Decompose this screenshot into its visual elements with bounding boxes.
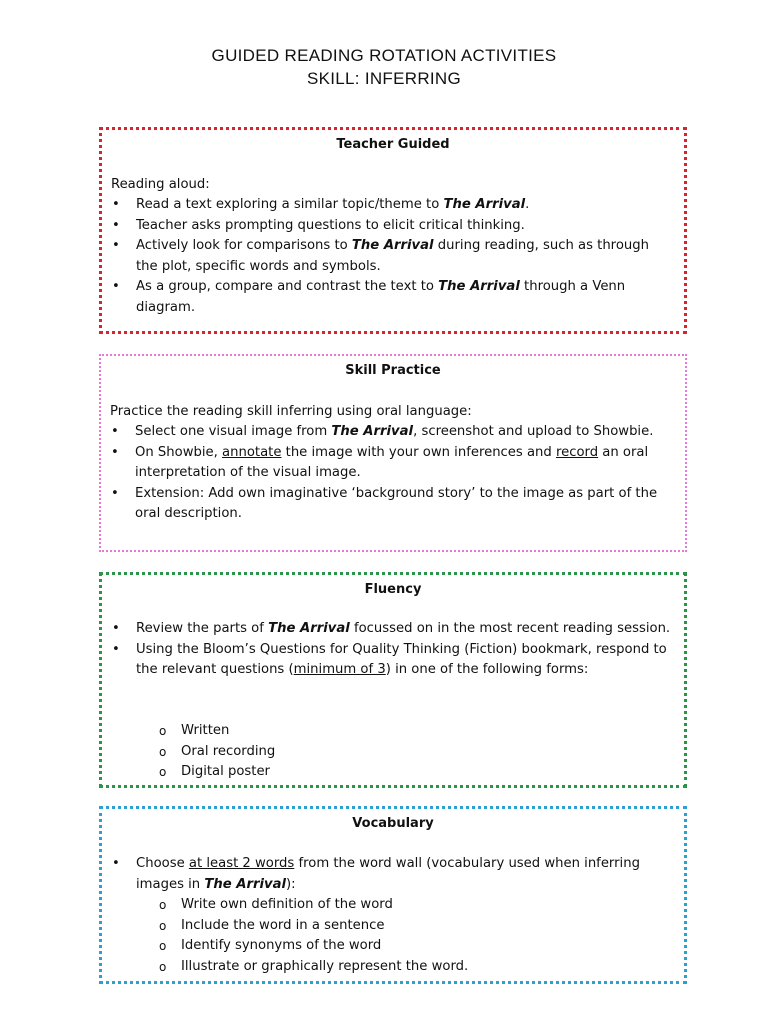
fluency-list	[111, 619, 674, 681]
sub-list-item: o Illustrate or graphically represent the word.	[111, 957, 674, 978]
page-subtitle: SKILL: INFERRING	[306, 69, 462, 88]
list-item: • Select one visual image from The Arrival, screenshot and upload to Showbie.	[110, 422, 675, 443]
sub-list-item: o Identify synonyms of the word	[111, 936, 674, 957]
circle-bullet-icon: o	[159, 959, 167, 974]
circle-bullet-icon: o	[159, 765, 167, 779]
circle-bullet-icon: o	[159, 744, 167, 759]
circle-bullet-icon: o	[159, 939, 167, 953]
vocabulary-list	[111, 854, 674, 895]
list-item: • Choose at least 2 words from the word wall (vocabulary used when inferring images in The Arrival):	[112, 856, 640, 892]
fluency-box	[99, 572, 687, 788]
vocabulary-sublist	[111, 895, 674, 977]
skill-practice-intro: Practice the reading skill inferring using oral language:	[110, 404, 472, 419]
vocabulary-box	[99, 806, 687, 984]
list-item: • Review the parts of The Arrival focussed on in the most recent reading session.	[111, 619, 674, 640]
sub-list-item: o Include the word in a sentence	[111, 916, 674, 937]
list-item: • Teacher asks prompting questions to elicit critical thinking.	[111, 216, 674, 237]
bullet-icon: •	[111, 485, 119, 501]
bullet-icon: •	[112, 197, 120, 212]
list-item: • Using the Bloom’s Questions for Quality Thinking (Fiction) bookmark, respond to the relevant questions (minimum of 3) in one of the following forms:	[112, 641, 667, 677]
bullet-icon: •	[111, 444, 119, 460]
teacher-guided-heading: Teacher Guided	[336, 137, 450, 152]
teacher-guided-intro: Reading aloud:	[111, 177, 210, 192]
bullet-icon: •	[112, 217, 120, 233]
fluency-heading: Fluency	[364, 582, 422, 597]
bullet-icon: •	[112, 238, 120, 253]
fluency-sublist	[111, 721, 674, 783]
circle-bullet-icon: o	[159, 898, 167, 912]
teacher-guided-list	[111, 195, 674, 318]
list-item: • On Showbie, annotate the image with your own inferences and record an oral interpretation of the visual image.	[111, 444, 649, 480]
sub-list-item: o Written	[111, 721, 674, 742]
circle-bullet-icon: o	[159, 724, 167, 738]
sub-list-item: o Digital poster	[111, 762, 674, 783]
bullet-icon: •	[112, 856, 120, 871]
page-title: GUIDED READING ROTATION ACTIVITIES	[211, 46, 557, 65]
vocabulary-heading: Vocabulary	[352, 816, 434, 831]
teacher-guided-box	[99, 127, 687, 334]
sub-list-item: o Oral recording	[111, 742, 674, 763]
circle-bullet-icon: o	[159, 918, 167, 933]
bullet-icon: •	[112, 279, 120, 294]
list-item: • Actively look for comparisons to The Arrival during reading, such as through the plot, specific words and symbols.	[112, 238, 649, 274]
bullet-icon: •	[112, 621, 120, 636]
skill-practice-box	[99, 354, 687, 552]
bullet-icon: •	[112, 641, 120, 657]
list-item: • Extension: Add own imaginative ‘background story’ to the image as part of the oral description.	[111, 485, 658, 521]
bullet-icon: •	[111, 424, 119, 439]
skill-practice-heading: Skill Practice	[345, 363, 441, 378]
list-item: • Read a text exploring a similar topic/theme to The Arrival.	[111, 195, 674, 216]
sub-list-item: o Write own definition of the word	[111, 895, 674, 916]
list-item: • As a group, compare and contrast the text to The Arrival through a Venn diagram.	[112, 279, 626, 315]
skill-practice-list	[110, 422, 675, 525]
